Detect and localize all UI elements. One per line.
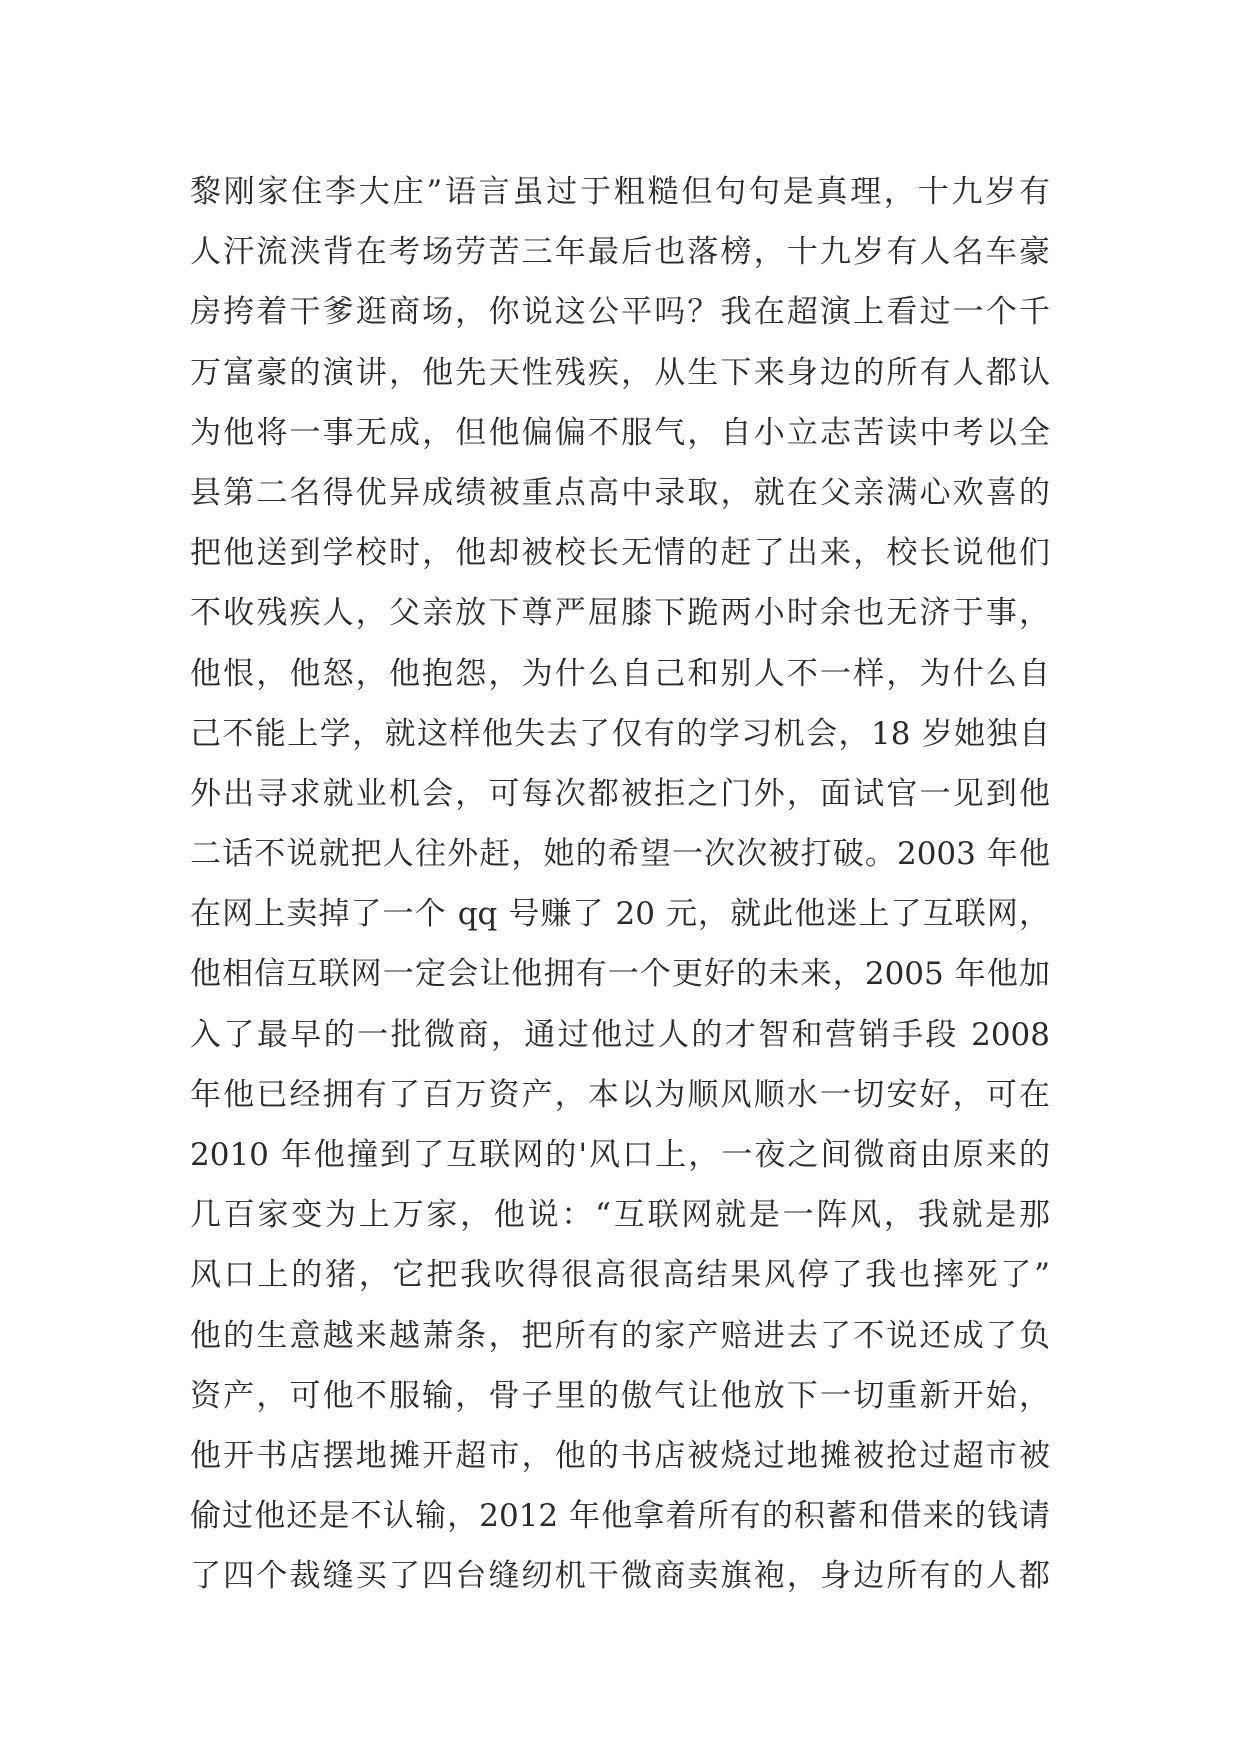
text-line: 在网上卖掉了一个 qq 号赚了 20 元，就此他迷上了互联网， xyxy=(190,896,1050,933)
text-line: 了四个裁缝买了四台缝纫机干微商卖旗袍，身边所有的人都 xyxy=(190,1558,1050,1595)
text-line: 己不能上学，就这样他失去了仅有的学习机会，18 岁她独自 xyxy=(190,715,1050,752)
text-line: 他的生意越来越萧条，把所有的家产赔进去了不说还成了负 xyxy=(190,1317,1050,1354)
text-line: 入了最早的一批微商，通过他过人的才智和营销手段 2008 xyxy=(190,1016,1050,1053)
text-line: 外出寻求就业机会，可每次都被拒之门外，面试官一见到他 xyxy=(190,775,1050,812)
text-line: 他开书店摆地摊开超市，他的书店被烧过地摊被抢过超市被 xyxy=(190,1437,1050,1474)
text-line: 偷过他还是不认输，2012 年他拿着所有的积蓄和借来的钱请 xyxy=(190,1498,1050,1535)
text-line: 为他将一事无成，但他偏偏不服气，自小立志苦读中考以全 xyxy=(190,414,1050,451)
text-line: 风口上的猪，它把我吹得很高很高结果风停了我也摔死了” xyxy=(190,1257,1050,1294)
text-line: 房挎着干爹逛商场，你说这公平吗？我在超演上看过一个千 xyxy=(190,294,1050,331)
text-line: 他相信互联网一定会让他拥有一个更好的未来，2005 年他加 xyxy=(190,956,1050,993)
text-line: 人汗流浃背在考场劳苦三年最后也落榜，十九岁有人名车豪 xyxy=(190,234,1050,271)
text-line: 把他送到学校时，他却被校长无情的赶了出来，校长说他们 xyxy=(190,535,1050,572)
body-text xyxy=(190,162,1050,1607)
text-line: 年他已经拥有了百万资产，本以为顺风顺水一切安好，可在 xyxy=(190,1076,1050,1113)
text-line: 资产，可他不服输，骨子里的傲气让他放下一切重新开始， xyxy=(190,1377,1050,1414)
text-line: 几百家变为上万家，他说：“互联网就是一阵风，我就是那 xyxy=(190,1197,1050,1234)
text-line: 他恨，他怒，他抱怨，为什么自己和别人不一样，为什么自 xyxy=(190,655,1050,692)
text-line: 县第二名得优异成绩被重点高中录取，就在父亲满心欢喜的 xyxy=(190,474,1050,511)
text-line: 万富豪的演讲，他先天性残疾，从生下来身边的所有人都认 xyxy=(190,354,1050,391)
text-line: 2010 年他撞到了互联网的'风口上，一夜之间微商由原来的 xyxy=(190,1137,1050,1173)
text-line: 黎刚家住李大庄”语言虽过于粗糙但句句是真理，十九岁有 xyxy=(190,174,1050,210)
text-line: 不收残疾人，父亲放下尊严屈膝下跪两小时余也无济于事， xyxy=(190,595,1050,632)
text-line: 二话不说就把人往外赶，她的希望一次次被打破。2003 年他 xyxy=(190,836,1050,873)
